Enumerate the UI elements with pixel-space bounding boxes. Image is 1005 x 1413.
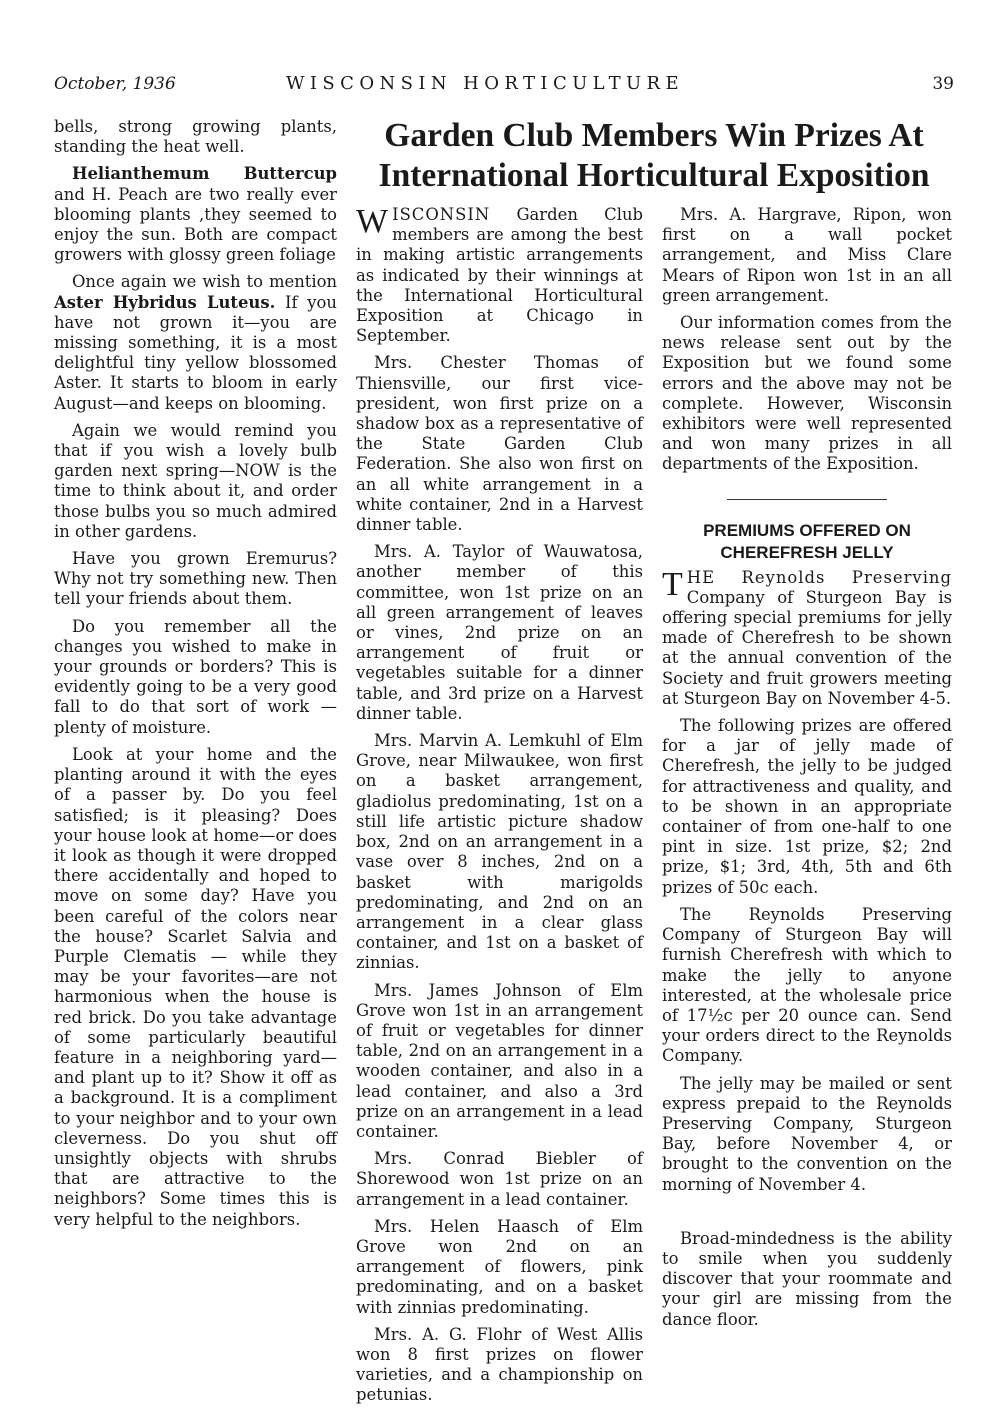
section-heading: PREMIUMS OFFERED ON CHEREFRESH JELLY [703, 520, 911, 562]
paragraph: Mrs. Chester Thomas of Thiensville, our first vice-president, won first prize on a shadow box as a representative of the State Garden Club Federation. She also won first on an all white arrangement in a white container, 2nd in a Harvest dinner table. [356, 353, 643, 535]
column-middle [356, 205, 643, 1413]
quote-text: Broad-mindedness is the ability to smile when you suddenly discover that your roommate and your girl are missing from the dance floor. [662, 1228, 952, 1329]
lead-paragraph: WISCONSIN Garden Club members are among the best in making artistic arrangements as indicated by their winnings at the International Horticultural Exposition at Chicago in September. [356, 203, 643, 346]
plant-name: Aster Hybridus Luteus. [54, 292, 276, 312]
paragraph: Have you grown Eremurus? Why not try something new. Then tell your friends about them. [54, 549, 337, 609]
journal-title: WISCONSIN HORTICULTURE [286, 73, 685, 94]
paragraph: Helianthemum Buttercup and H. Peach are two really ever blooming plants ,they seemed to enjoy the sun. Both are compact growers with glossy green foliage [54, 164, 337, 265]
filler-quote [662, 1229, 952, 1330]
running-header [54, 74, 954, 100]
drop-cap: W [356, 203, 389, 240]
paragraph: Look at your home and the planting around it with the eyes of a passer by. Do you feel satisfied; is it pleasing? Does your house look at home—or does it look as though it were dropped there accidentally and hoped to move on some day? Have you been careful of the colors near the house? Scarlet Salvia and Purple Clematis — while they may be your favorites—are not harmonious when the house is red brick. Do you take advantage of some particularly beautiful feature in a neighboring yard—and plant up to it? Show it off as a background. It is a compliment to your neighbor and to your own cleverness. Do you shut off unsightly objects with shrubs that are attractive to the neighbors? Some times this is very helpful to the neighbors. [54, 744, 337, 1229]
issue-date: October, 1936 [54, 74, 176, 94]
paragraph: Mrs. Conrad Biebler of Shorewood won 1st prize on an arrangement in a lead container. [356, 1149, 643, 1209]
lead-paragraph: THE Reynolds Preserving Company of Sturgeon Bay is offering special premiums for jelly made of Cherefresh to be shown at the annual convention of the Society and fruit growers meeting at Sturgeon Bay on November 4-5. [662, 565, 952, 708]
page-number: 39 [932, 74, 954, 94]
paragraph: The jelly may be mailed or sent express prepaid to the Reynolds Preserving Company, Sturgeon Bay, before November 4, or brought to the convention on the morning of November 4. [662, 1073, 952, 1194]
paragraph: Mrs. James Johnson of Elm Grove won 1st in an arrangement of fruit or vegetables for dinner table, 2nd on an arrangement in a wooden container, and also in a lead container, and also a 3rd prize on an arrangement in a lead container. [356, 980, 643, 1141]
drop-cap: T [662, 565, 683, 603]
column-left [54, 117, 337, 1237]
column-right [662, 205, 952, 1337]
paragraph: Mrs. A. Taylor of Wauwatosa, another member of this committee, won 1st prize on an all green arrangement of leaves or vines, 2nd prize on an arrangement of fruit or vegetables suitable for a dinner table, and 3rd prize on a Harvest dinner table. [356, 542, 643, 723]
paragraph: Do you remember all the changes you wished to make in your grounds or borders? This is evidently going to be a very good fall to do that sort of work —plenty of moisture. [54, 616, 337, 737]
paragraph: Mrs. A. G. Flohr of West Allis won 8 first prizes on flower varieties, and a championship on petunias. [356, 1324, 643, 1405]
paragraph: Our information comes from the news release sent out by the Exposition but we found some errors and the above may not be complete. However, Wisconsin exhibitors were well represented and won many prizes in all departments of the Exposition. [662, 313, 952, 474]
paragraph: bells, strong growing plants, standing the heat well. [54, 117, 337, 157]
plant-name: Helianthemum Buttercup [72, 164, 337, 184]
paragraph: Again we would remind you that if you wish a lovely bulb garden next spring—NOW is the time to think about it, and order those bulbs you so much admired in other gardens. [54, 420, 337, 541]
divider-rule [727, 499, 887, 500]
paragraph: Once again we wish to mention Aster Hybridus Luteus. If you have not grown it—you are missing something, it is a most delightful tiny yellow blossomed Aster. It starts to bloom in early August—and keeps on blooming. [54, 272, 337, 413]
paragraph: The following prizes are offered for a jar of jelly made of Cherefresh, the jelly to be judged for attractiveness and quality, and to be shown in an appropriate container of from one-half to one pint in size. 1st prize, $2; 2nd prize, $1; 3rd, 4th, 5th and 6th prizes of 50c each. [662, 716, 952, 897]
paragraph: Mrs. A. Hargrave, Ripon, won first on a wall pocket arrangement, and Miss Clare Mears of Ripon won 1st in an all green arrangement. [662, 205, 952, 305]
paragraph: Mrs. Helen Haasch of Elm Grove won 2nd on an arrangement of flowers, pink predominating, and on a basket with zinnias predominating. [356, 1216, 643, 1317]
paragraph: Mrs. Marvin A. Lemkuhl of Elm Grove, near Milwaukee, won first on a basket arrangement, gladiolus predominating, 1st on a still life artistic picture shadow box, 2nd on an arrangement in a vase over 8 inches, 2nd on a basket with marigolds predominating, and 2nd on an arrangement in a clear glass container, and 1st on a basket of zinnias. [356, 731, 643, 973]
article-title: Garden Club Members Win Prizes At International Horticultural Exposition [378, 117, 930, 194]
paragraph: The Reynolds Preserving Company of Sturgeon Bay will furnish Cherefresh with which to make the jelly to anyone interested, at the wholesale price of 17½c per 20 ounce can. Send your orders direct to the Reynolds Company. [662, 904, 952, 1066]
